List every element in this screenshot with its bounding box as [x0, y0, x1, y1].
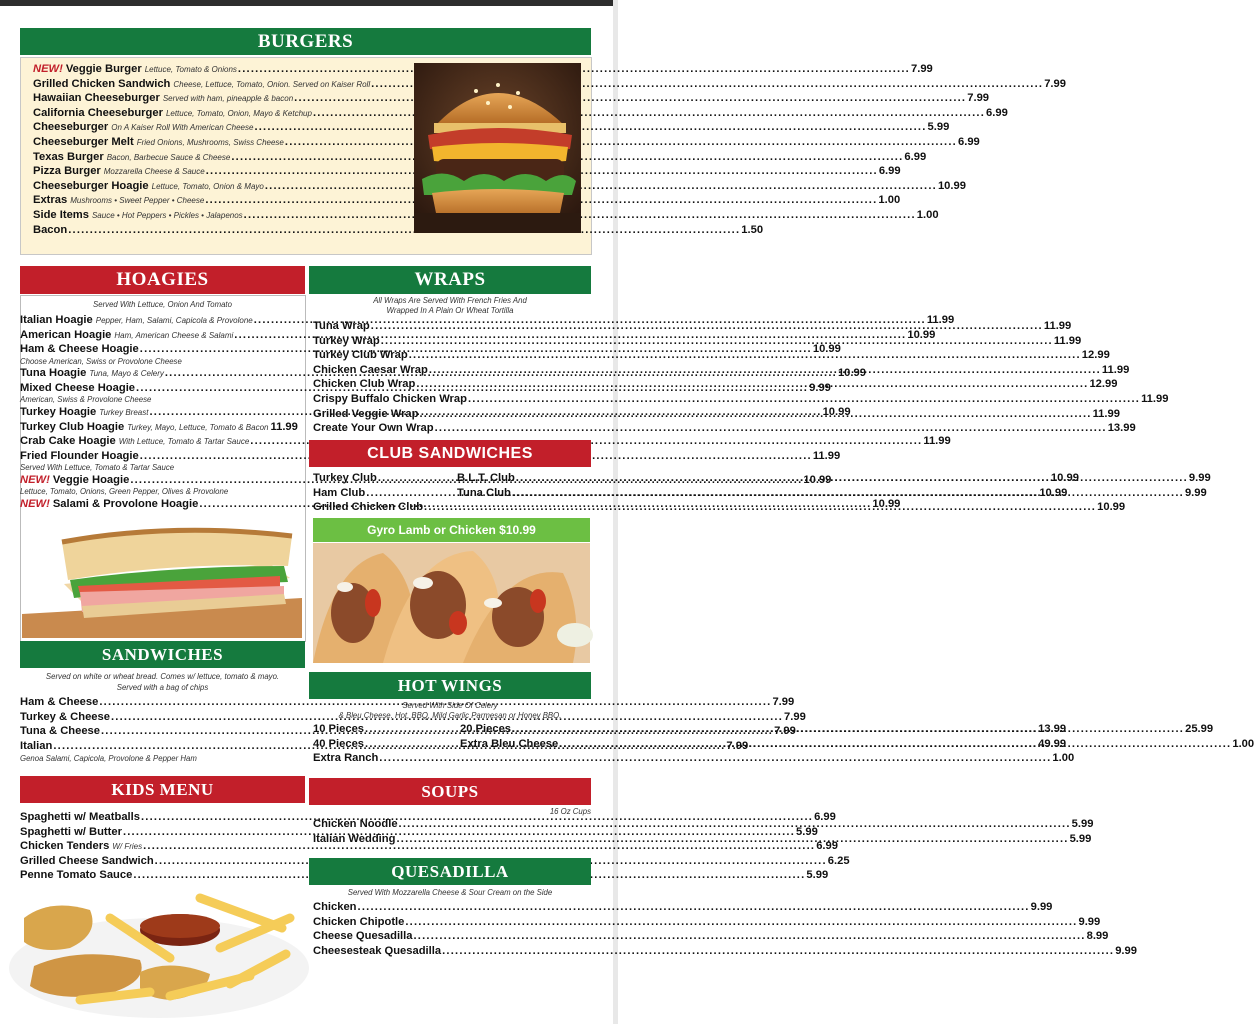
item-price: 11.99 [270, 420, 298, 433]
item-name: Veggie Burger [65, 63, 142, 75]
item-name: Grilled Chicken Club [313, 501, 424, 514]
item-name: Turkey Hoagie [20, 405, 97, 418]
item-name: Italian Wedding [313, 832, 396, 845]
burger-item [33, 77, 1066, 92]
hotwings-title: HOT WINGS [397, 676, 503, 695]
item-name: Tuna Wrap [313, 320, 370, 332]
item-name: Tuna Hoagie [20, 367, 87, 380]
item-subtext: Lettuce, Tomato, Onions, Green Pepper, Olives & Provolone [20, 487, 229, 497]
item-price: 11.99 [1053, 334, 1082, 347]
burger-item [33, 91, 990, 106]
item-name: 20 Pieces [460, 723, 512, 735]
item-name: Chicken Caesar Wrap [313, 363, 428, 376]
leader-dots [416, 377, 1088, 392]
burger-item [33, 164, 901, 179]
item-price: 9.99 [809, 381, 831, 394]
item-description: Pepper, Ham, Salami, Capicola & Provolone [95, 316, 253, 325]
item-price: 1.00 [1232, 737, 1254, 750]
gyro-banner [313, 518, 590, 542]
item-name: Crispy Buffalo Chicken Wrap [313, 392, 467, 405]
leader-dots [399, 817, 1071, 832]
burger-item [33, 106, 1008, 121]
hoagie-item [20, 420, 298, 435]
quesadilla-title: QUESADILLA [391, 862, 509, 881]
item-price: 11.99 [926, 314, 955, 326]
item-price: 6.99 [816, 840, 838, 853]
leader-dots [285, 135, 957, 150]
kids-item [20, 854, 850, 869]
item-price: 7.99 [726, 739, 749, 752]
item-name: American Hoagie [20, 328, 112, 341]
item-price: 7.99 [910, 63, 933, 75]
quesadilla-header [309, 858, 591, 885]
item-description: Sauce • Hot Peppers • Pickles • Jalapenos [91, 210, 243, 220]
sandwiches-note-2: Served with a bag of chips [116, 683, 209, 692]
item-description: Ham, American Cheese & Salami [114, 330, 234, 340]
item-name: Mixed Cheese Hoagie [20, 381, 136, 394]
item-name: Create Your Own Wrap [313, 422, 434, 435]
hotwings-header [309, 672, 591, 699]
leader-dots [424, 500, 1096, 515]
leader-dots [409, 348, 1081, 363]
item-name: Spaghetti w/ Meatballs [20, 811, 140, 823]
burger-item [33, 193, 901, 208]
item-price: 6.99 [986, 106, 1008, 119]
item-price: 11.99 [1043, 320, 1072, 332]
item-name: California Cheeseburger [33, 106, 163, 119]
item-price: 6.25 [827, 854, 850, 867]
item-name: Cheeseburger Hoagie [33, 179, 149, 192]
leader-dots [512, 722, 1184, 737]
wrap-item [313, 421, 1136, 436]
item-description: W/ Fries [112, 842, 143, 852]
item-price: 5.99 [1069, 832, 1092, 845]
quesadilla-item [313, 900, 1053, 915]
item-price: 5.99 [806, 869, 829, 882]
wraps-header [309, 266, 591, 294]
sandwiches-note-1: Served on white or wheat bread. Comes w/ lettuce, tomato & mayo. [45, 672, 280, 681]
leader-dots [379, 751, 1051, 766]
hoagie-item [20, 434, 951, 449]
item-name: Cheese Quesadilla [313, 930, 413, 943]
wraps-note-2: Wrapped In A Plain Or Wheat Tortilla [386, 306, 514, 315]
item-price: 11.99 [923, 435, 951, 448]
item-name: Ham & Cheese [20, 696, 99, 708]
item-name: Chicken [313, 901, 357, 913]
item-description: Cheese, Lettuce, Tomato, Onion. Served on Kaiser Roll [173, 79, 371, 89]
item-name: Turkey Club Hoagie [20, 420, 125, 433]
club-header [309, 440, 591, 467]
club-title: CLUB SANDWICHES [367, 445, 533, 462]
item-description: Fried Onions, Mushrooms, Swiss Cheese [136, 137, 284, 147]
item-name: Italian [20, 739, 53, 752]
wraps-title: WRAPS [414, 269, 486, 290]
kids-item [20, 839, 838, 854]
soups-note: 16 Oz Cups [549, 807, 591, 816]
quesadilla-list [313, 900, 1137, 958]
item-name: Spaghetti w/ Butter [20, 825, 122, 838]
item-price: 7.99 [772, 696, 795, 708]
sandwiches-header [20, 641, 305, 668]
item-price: 11.99 [1141, 392, 1169, 405]
item-price: 5.99 [1071, 818, 1094, 830]
item-price: 6.99 [904, 150, 927, 163]
item-description: On A Kaiser Roll With American Cheese [111, 123, 254, 133]
hoagies-note: Served With Lettuce, Onion And Tomato [93, 300, 232, 309]
top-border [0, 0, 618, 6]
item-price: 25.99 [1185, 723, 1214, 735]
quesadilla-item [313, 944, 1137, 959]
item-name: Grilled Cheese Sandwich [20, 854, 154, 867]
leader-dots [358, 900, 1030, 915]
item-name: 40 Pieces [313, 737, 365, 750]
item-price: 10.99 [872, 497, 901, 510]
kids-title: KIDS MENU [111, 780, 214, 799]
item-price: 12.99 [1081, 349, 1110, 362]
hoagies-header [20, 266, 305, 294]
burger-item [33, 62, 933, 77]
burger-item [33, 179, 966, 194]
leader-dots [405, 915, 1077, 930]
item-name: Veggie Hoagie [52, 473, 130, 486]
item-price: 9.99 [1184, 486, 1207, 499]
leader-dots [381, 334, 1053, 349]
chicken-tenders-photo [20, 888, 298, 1008]
new-badge: NEW! [20, 497, 50, 510]
leader-dots [265, 179, 937, 194]
item-price: 10.99 [1039, 486, 1068, 499]
item-description: Lettuce, Tomato, Onion, Mayo & Ketchup [165, 108, 312, 118]
item-price: 11.99 [812, 449, 841, 462]
item-name: Ham Club [313, 486, 366, 499]
item-price: 7.99 [774, 725, 796, 738]
burger-item [33, 223, 764, 238]
burgers-list [33, 62, 1066, 237]
item-name: Turkey Wrap [313, 334, 380, 347]
item-price: 1.00 [916, 208, 939, 221]
item-price: 9.99 [1030, 901, 1053, 913]
item-name: Grilled Chicken Sandwich [33, 77, 171, 90]
item-name: Side Items [33, 208, 89, 221]
item-price: 8.99 [1086, 930, 1109, 943]
item-name: Tuna Club [457, 486, 511, 499]
leader-dots [468, 392, 1140, 407]
item-price: 49.99 [1038, 737, 1067, 750]
item-name: Penne Tomato Sauce [20, 869, 133, 882]
quesadilla-item [313, 929, 1109, 944]
gyro-photo [313, 543, 590, 663]
item-price: 10.99 [803, 473, 832, 486]
item-name: Tuna & Cheese [20, 725, 100, 738]
item-name: Turkey Club Wrap [313, 349, 408, 362]
burger-item [33, 120, 950, 135]
item-subtext: Served With Lettuce, Tomato & Tartar Sauce [20, 463, 175, 473]
item-name: Ham & Cheese Hoagie [20, 343, 139, 356]
leader-dots [442, 944, 1114, 959]
sandwiches-title: SANDWICHES [101, 645, 224, 664]
item-name: Turkey & Cheese [20, 710, 110, 723]
item-subtext: Choose American, Swiss or Provolone Cheese [20, 356, 182, 366]
item-price: 10.99 [1050, 472, 1079, 484]
item-subtext: American, Swiss & Provolone Cheese [20, 395, 152, 405]
item-price: 13.99 [1038, 723, 1067, 735]
item-description: Lettuce, Tomato & Onions [144, 65, 237, 74]
kids-header [20, 776, 305, 803]
burger-item [33, 150, 927, 165]
item-price: 5.99 [927, 121, 950, 134]
item-description: Turkey Breast [99, 407, 149, 417]
item-name: Turkey Club [313, 472, 377, 484]
item-name: Chicken Club Wrap [313, 378, 416, 391]
wrap-item [313, 319, 1072, 334]
leader-dots [516, 471, 1188, 486]
leader-dots [396, 832, 1068, 847]
item-name: Salami & Provolone Hoagie [52, 497, 199, 510]
leader-dots [435, 421, 1107, 436]
club-item [313, 500, 1126, 515]
item-price: 1.00 [1052, 752, 1075, 765]
item-name: Pizza Burger [33, 165, 101, 178]
hotwings-note-1: Served With Side Of Celery [402, 701, 498, 710]
item-name: Chicken Noodle [313, 818, 398, 830]
item-name: Extras [33, 194, 68, 207]
burger-item [33, 135, 980, 150]
item-name: Extra Ranch [313, 752, 379, 765]
wrap-item [313, 392, 1169, 407]
item-price: 6.99 [957, 135, 980, 148]
item-price: 11.99 [1101, 363, 1130, 376]
item-price: 10.99 [822, 405, 851, 418]
item-description: Turkey, Mayo, Lettuce, Tomato & Bacon [127, 422, 269, 432]
item-description: Served with ham, pineapple & bacon [162, 94, 294, 104]
item-price: 9.99 [1188, 472, 1211, 484]
item-price: 12.99 [1089, 378, 1118, 391]
item-name: Extra Bleu Cheese [460, 737, 559, 750]
item-name: Cheeseburger [33, 121, 109, 134]
item-name: Grilled Veggie Wrap [313, 407, 419, 420]
quesadilla-item [313, 915, 1101, 930]
item-price: 10.99 [907, 328, 936, 341]
leader-dots [294, 91, 966, 106]
leader-dots [429, 363, 1101, 378]
item-price: 10.99 [1097, 501, 1126, 514]
item-description: Tuna, Mayo & Celery [89, 369, 164, 379]
item-price: 1.00 [878, 194, 901, 207]
item-price: 10.99 [812, 343, 841, 356]
item-description: Mushrooms • Sweet Pepper • Cheese [70, 196, 205, 206]
item-price: 1.50 [741, 223, 764, 236]
leader-dots [559, 737, 1231, 752]
item-name: Hawaiian Cheeseburger [33, 92, 160, 105]
new-badge: NEW! [33, 63, 63, 75]
leader-dots [419, 407, 1091, 422]
leader-dots [414, 929, 1086, 944]
burger-photo [414, 63, 581, 233]
club-grid [313, 471, 1211, 515]
item-price: 5.99 [796, 825, 818, 838]
item-name: Crab Cake Hoagie [20, 435, 116, 448]
item-price: 10.99 [937, 179, 966, 192]
item-price: 7.99 [784, 710, 806, 723]
burger-item [33, 208, 939, 223]
item-price: 9.99 [1078, 915, 1101, 928]
item-price: 9.99 [1115, 944, 1137, 957]
item-name: 10 Pieces [313, 723, 365, 735]
sandwich-photo [22, 522, 302, 638]
item-name: Bacon [33, 223, 68, 236]
item-name: Chicken Tenders [20, 840, 110, 853]
item-price: 6.99 [878, 165, 901, 178]
item-description: Mozzarella Cheese & Sauce [103, 167, 205, 177]
new-badge: NEW! [20, 473, 50, 486]
soups-header [309, 778, 591, 805]
hotwings-item [313, 751, 1075, 766]
sandwiches-italian-desc: Genoa Salami, Capicola, Provolone & Pepper Ham [20, 754, 197, 763]
leader-dots [371, 319, 1043, 334]
leader-dots [68, 223, 740, 238]
hotwings-note-2: & Bleu Cheese. Hot, BBQ, Mild Garlic Parmesan or Honey BBQ. [338, 711, 562, 720]
item-price: 11.99 [1092, 407, 1120, 420]
item-name: Fried Flounder Hoagie [20, 449, 139, 462]
item-price: 7.99 [1044, 77, 1066, 90]
item-name: Cheeseburger Melt [33, 135, 134, 148]
item-name: Italian Hoagie [20, 314, 93, 326]
item-name: B.L.T. Club [457, 472, 515, 484]
item-price: 7.99 [967, 92, 990, 105]
hoagies-title: HOAGIES [116, 269, 209, 290]
item-name: Texas Burger [33, 150, 104, 163]
item-price: 6.99 [814, 811, 836, 823]
leader-dots [512, 486, 1184, 501]
item-name: Cheesesteak Quesadilla [313, 944, 442, 957]
item-description: Lettuce, Tomato, Onion & Mayo [151, 181, 264, 191]
wraps-note-1: All Wraps Are Served With French Fries And [373, 296, 527, 305]
quesadilla-note: Served With Mozzarella Cheese & Sour Cream on the Side [347, 888, 553, 897]
item-name: Chicken Chipotle [313, 915, 405, 928]
soups-title: SOUPS [421, 782, 479, 801]
item-price: 13.99 [1107, 422, 1136, 435]
burgers-title: BURGERS [257, 31, 354, 52]
gyro-label: Gyro Lamb or Chicken $10.99 [367, 523, 536, 537]
item-description: With Lettuce, Tomato & Tartar Sauce [118, 437, 250, 447]
leader-dots [254, 120, 926, 135]
burgers-header [20, 28, 591, 55]
item-description: Bacon, Barbecue Sauce & Cheese [106, 152, 231, 162]
item-price: 10.99 [837, 367, 866, 380]
